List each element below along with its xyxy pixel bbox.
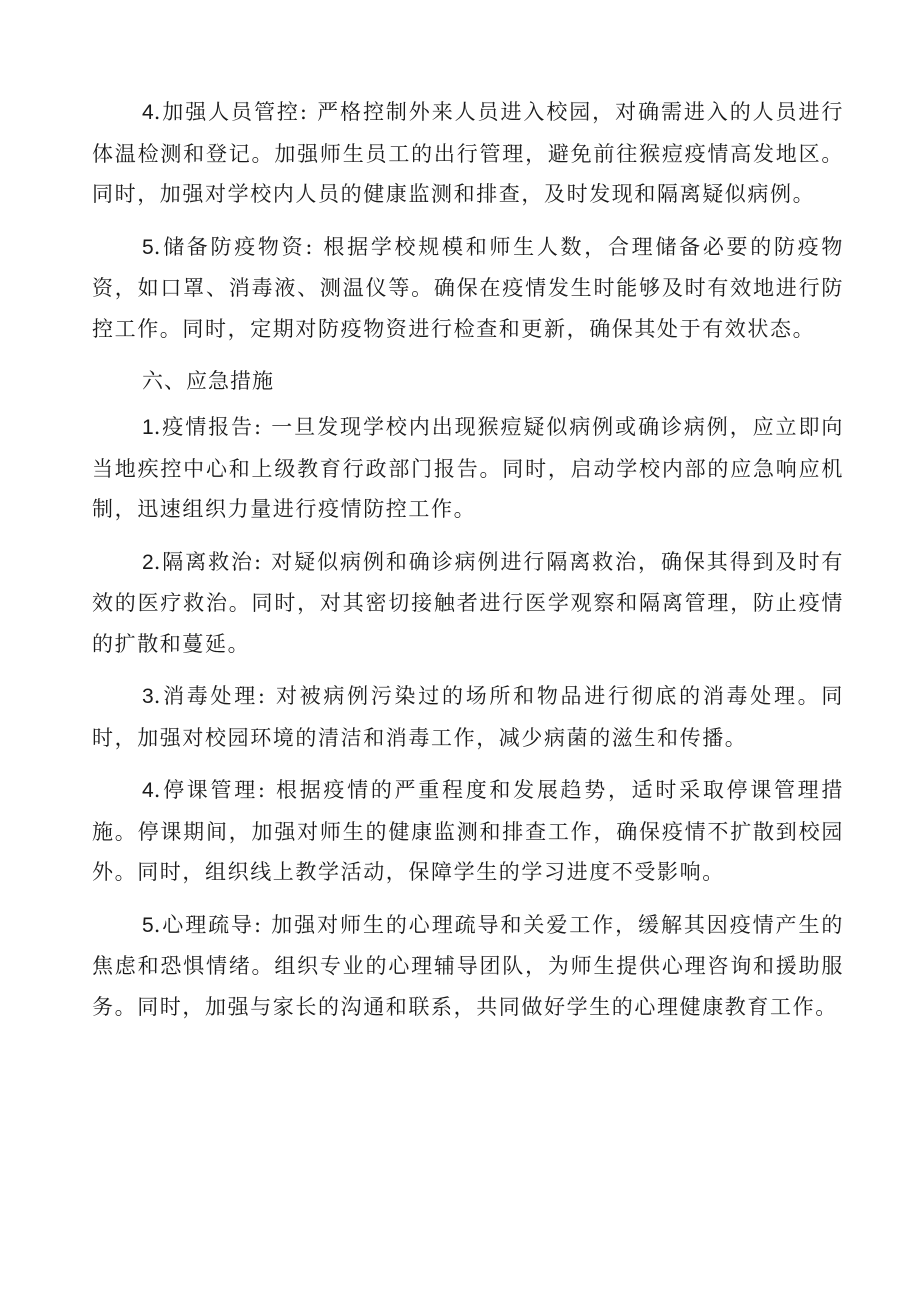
paragraph-text: .消毒处理: 对被病例污染过的场所和物品进行彻底的消毒处理。同时，加强对校园环境的清洁和消毒工作，减少病菌的滋生和传播。	[92, 684, 844, 750]
paragraph-class-suspension	[92, 770, 844, 893]
paragraph-staff-control	[92, 92, 844, 215]
paragraph-text: .加强人员管控: 严格控制外来人员进入校园，对确需进入的人员进行体温检测和登记。加强师生员工的出行管理，避免前往猴痘疫情高发地区。同时，加强对学校内人员的健康监测和排查，及时发现和隔离疑似病例。	[92, 100, 844, 206]
paragraph-disinfection	[92, 676, 844, 758]
paragraph-supplies-reserve	[92, 227, 844, 350]
paragraph-text: .心理疏导: 加强对师生的心理疏导和关爱工作，缓解其因疫情产生的焦虑和恐惧情绪。组织专业的心理辅导团队，为师生提供心理咨询和援助服务。同时，加强与家长的沟通和联系，共同做好学生的心理健康教育工作。	[92, 912, 844, 1019]
item-number: 2	[142, 550, 154, 574]
paragraph-psychological-counseling	[92, 905, 844, 1028]
item-number: 4	[142, 101, 154, 124]
paragraph-text: .疫情报告: 一旦发现学校内出现猴痘疑似病例或确诊病例，应立即向当地疾控中心和上级教育行政部门报告。同时，启动学校内部的应急响应机制，迅速组织力量进行疫情防控工作。	[92, 415, 844, 521]
paragraph-epidemic-report	[92, 407, 844, 530]
item-number: 1	[142, 416, 154, 439]
document-page	[92, 92, 844, 1039]
paragraph-isolation-treatment	[92, 542, 844, 665]
item-number: 5	[142, 235, 154, 259]
paragraph-text: .停课管理: 根据疫情的严重程度和发展趋势，适时采取停课管理措施。停课期间，加强对师生的健康监测和排查工作，确保疫情不扩散到校园外。同时，组织线上教学活动，保障学生的学习进度不受影响。	[92, 778, 844, 884]
paragraph-text: .隔离救治: 对疑似病例和确诊病例进行隔离救治，确保其得到及时有效的医疗救治。同时，对其密切接触者进行医学观察和隔离管理，防止疫情的扩散和蔓延。	[92, 549, 844, 656]
item-number: 4	[142, 779, 154, 802]
section-heading: 六、应急措施	[142, 369, 274, 393]
item-number: 5	[142, 913, 154, 937]
item-number: 3	[142, 685, 154, 708]
paragraph-text: .储备防疫物资: 根据学校规模和师生人数，合理储备必要的防疫物资，如口罩、消毒液、测温仪等。确保在疫情发生时能够及时有效地进行防控工作。同时，定期对防疫物资进行检查和更新，确保其处于有效状态。	[92, 234, 844, 341]
